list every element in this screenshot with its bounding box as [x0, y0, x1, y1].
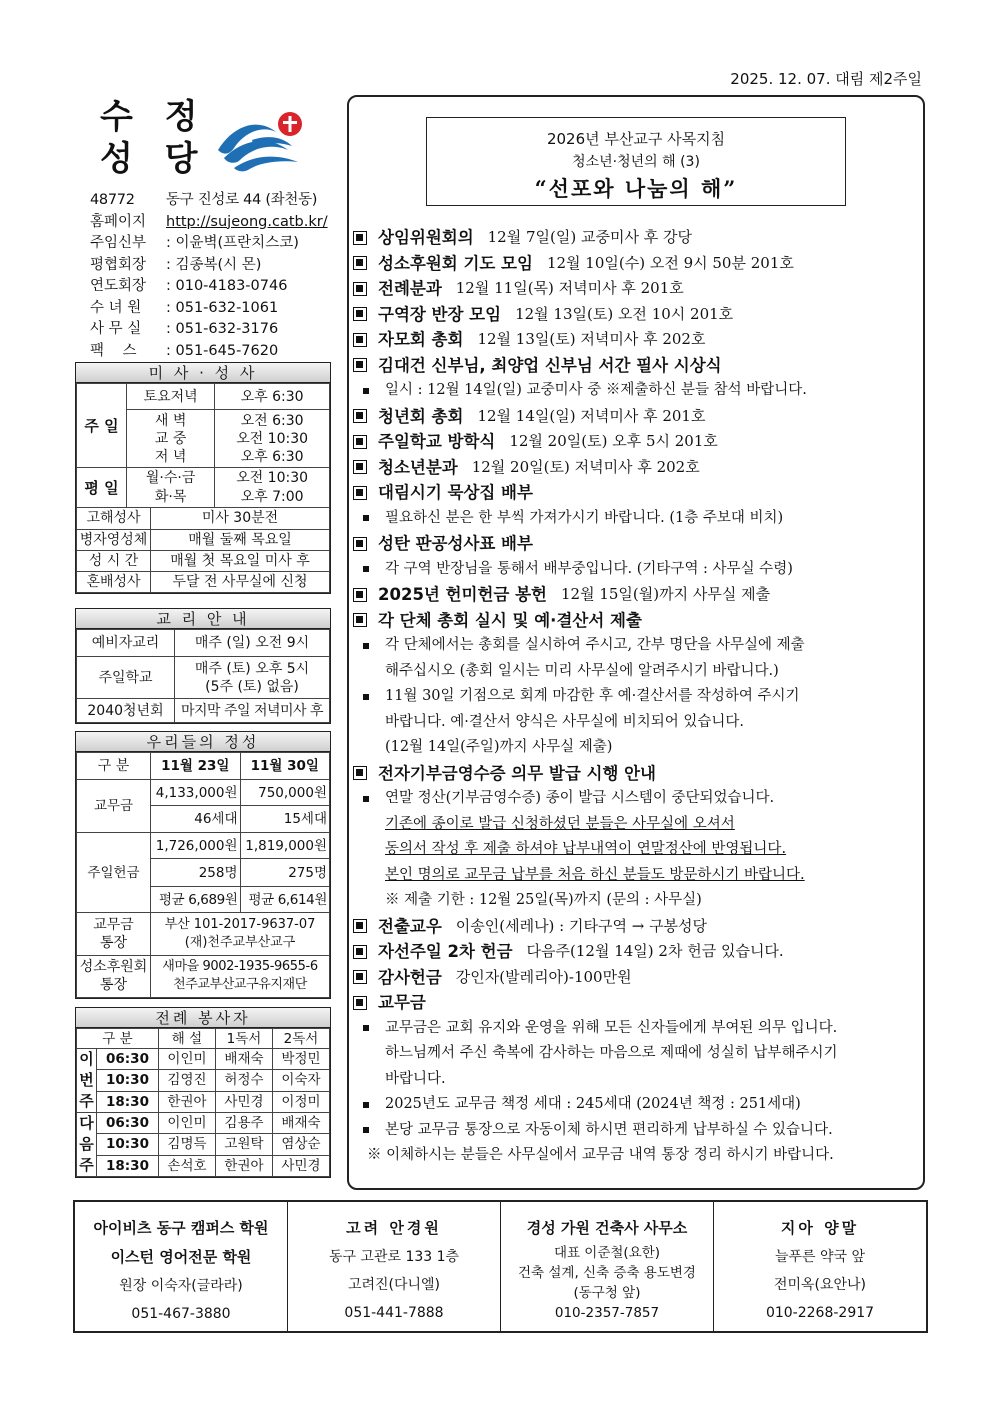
notice-item: 성탄 판공성사표 배부: [353, 531, 921, 557]
bullet-icon: [363, 796, 369, 802]
checkbox-bullet-icon: [353, 486, 367, 500]
notice-item: 청소년분과 12월 20일(토) 저녁미사 후 202호: [353, 455, 921, 481]
checkbox-bullet-icon: [353, 945, 367, 959]
notice-item: 자선주일 2차 헌금 다음주(12월 14일) 2차 헌금 있습니다.: [353, 939, 921, 965]
notice-item: 주일학교 방학식 12월 20일(토) 오후 5시 201호: [353, 429, 921, 455]
homepage-link[interactable]: http://sujeong.catb.kr/: [166, 213, 328, 230]
checkbox-bullet-icon: [353, 409, 367, 423]
notice-detail-cont: 해주십시오 (총회 일시는 미리 사무실에 알려주시기 바랍니다.): [385, 662, 779, 679]
church-logo: [214, 104, 314, 176]
checkbox-bullet-icon: [353, 766, 367, 780]
bullet-icon: [363, 388, 369, 394]
ad-socks: 지아 양말 늘푸른 약국 앞 전미옥(요안나) 010-2268-2917: [765, 1219, 875, 1321]
notice-item: 대림시기 묵상집 배부: [353, 480, 921, 506]
checkbox-bullet-icon: [353, 970, 367, 984]
notice-item: 각 단체 총회 실시 및 예·결산서 제출: [353, 608, 921, 634]
notice-detail: 11월 30일 기점으로 회계 마감한 후 예·결산서를 작성하여 주시기: [353, 684, 921, 710]
checkbox-bullet-icon: [353, 333, 367, 347]
checkbox-bullet-icon: [353, 256, 367, 270]
notice-item: 감사헌금 강인자(발레리아)-100만원: [353, 965, 921, 991]
checkbox-bullet-icon: [353, 231, 367, 245]
sponsor-ads: [73, 1200, 928, 1333]
notice-item: 김대건 신부님, 최양업 신부님 서간 필사 시상식: [353, 353, 921, 379]
checkbox-bullet-icon: [353, 613, 367, 627]
offering-table: 우리들의 정성 구 분 11월 23일 11월 30일 교무금 4,133,000원 750,000원 46세대 15세대 주일헌금 1,726,000원 1,819,000원 258명 275명 평균 6,689원 평균 6,614원 교무금 통장 부산 101-2017-9637-07 (재)천주교부산교구 성소후원회 통장 새마을 9002-1935-9655-6 천주교부산교구유지재단: [75, 731, 331, 999]
checkbox-bullet-icon: [353, 537, 367, 551]
bullet-icon: [363, 1102, 369, 1108]
notice-detail-cont: 바랍니다. 예·결산서 양식은 사무실에 비치되어 있습니다.: [385, 713, 745, 730]
bulletin-date: 2025. 12. 07. 대림 제2주일: [730, 70, 922, 88]
notice-detail: 필요하신 분은 한 부씩 가져가시기 바랍니다. (1층 주보대 비치): [353, 506, 921, 532]
notice-detail: 연말 정산(기부금영수증) 종이 발급 시스템이 중단되었습니다.: [353, 786, 921, 812]
notice-detail: 교무금은 교회 유지와 운영을 위해 모든 신자들에게 부여된 의무 입니다.: [353, 1016, 921, 1042]
checkbox-bullet-icon: [353, 460, 367, 474]
catechism-info: 교 리 안 내 예비자교리 매주 (일) 오전 9시 주일학교 매주 (토) 오후 5시 (5주 (토) 없음) 2040청년회 마지막 주일 저녁미사 후: [75, 608, 331, 724]
notice-detail-note: ※ 이체하시는 분들은 사무실에서 교무금 내역 통장 정리 하시기 바랍니다.: [367, 1147, 834, 1163]
ad-academy: 아이비츠 동구 캠퍼스 학원 이스턴 영어전문 학원 원장 이숙자(글라라) 051-467-3880: [75, 1202, 288, 1331]
notice-item: 구역장 반장 모임 12월 13일(토) 오전 10시 201호: [353, 302, 921, 328]
checkbox-bullet-icon: [353, 588, 367, 602]
notice-detail-cont: 동의서 작성 후 제출 하셔야 납부내역이 연말정산에 반영됩니다.: [385, 841, 787, 857]
liturgy-servers: 전례 봉사자 구 분 해 설 1독서 2독서 이 번 주 06:30 이인미 배재숙 박정민 10:30 김영진 허정수 이숙자 18:30 한권아 사민경 이정미 다 음 주 06:30 이인미 김용주 배재숙 10:30 김명득 고원탁 염상순 18:30 손석호 한권아 사민경: [75, 1007, 331, 1178]
notice-detail-cont: 하느님께서 주신 축복에 감사하는 마음으로 제때에 성실히 납부해주시기: [385, 1045, 838, 1061]
notice-item: 전출교우 이송인(세레나) : 기타구역 → 구봉성당: [353, 914, 921, 940]
servers-title: 전례 봉사자: [76, 1008, 330, 1028]
notice-detail: 각 구역 반장님을 통해서 배부중입니다. (기타구역 : 사무실 수령): [353, 557, 921, 583]
bullet-icon: [363, 566, 369, 572]
notice-item: 자모회 총회 12월 13일(토) 저녁미사 후 202호: [353, 327, 921, 353]
notice-detail-cont: ※ 제출 기한 : 12월 25일(목)까지 (문의 : 사무실): [385, 892, 702, 908]
notice-item: 전례분과 12월 11일(목) 저녁미사 후 201호: [353, 276, 921, 302]
notice-detail-cont: 본인 명의로 교무금 납부를 처음 하신 분들도 방문하시기 바랍니다.: [385, 866, 805, 883]
bullet-icon: [363, 643, 369, 649]
checkbox-bullet-icon: [353, 282, 367, 296]
bullet-icon: [363, 1127, 369, 1133]
notice-item: 교무금: [353, 990, 921, 1016]
notice-detail: 각 단체에서는 총회를 실시하여 주시고, 간부 명단을 사무실에 제출: [353, 633, 921, 659]
notice-detail: 본당 교무금 통장으로 자동이체 하시면 편리하게 납부하실 수 있습니다.: [353, 1118, 921, 1144]
notice-item: 2025년 헌미헌금 봉헌 12월 15일(월)까지 사무실 제출: [353, 582, 921, 608]
bullet-icon: [363, 515, 369, 521]
mass-schedule-title: 미 사 · 성 사: [76, 363, 330, 383]
notice-item: 전자기부금영수증 의무 발급 시행 안내: [353, 761, 921, 787]
ad-optician: 고려 안경원 동구 고관로 133 1층 고려진(다니엘) 051-441-7888: [288, 1202, 501, 1331]
bullet-icon: [363, 1025, 369, 1031]
notice-detail-cont: 기존에 종이로 발급 신청하셨던 분들은 사무실에 오셔서: [385, 815, 735, 832]
checkbox-bullet-icon: [353, 307, 367, 321]
notice-detail: 일시 : 12월 14일(일) 교중미사 중 ※제출하신 분들 참석 바랍니다.: [353, 378, 921, 404]
notice-item: 성소후원회 기도 모임 12월 10일(수) 오전 9시 50분 201호: [353, 251, 921, 277]
notice-item: 청년회 총회 12월 14일(일) 저녁미사 후 201호: [353, 404, 921, 430]
pastoral-guideline: 2026년 부산교구 사목지침 청소년·청년의 해 (3) “선포와 나눔의 해”: [426, 117, 846, 206]
checkbox-bullet-icon: [353, 996, 367, 1010]
ad-architect: 경성 가원 건축사 사무소 대표 이준철(요한) 건축 설계, 신축 증축 용도변경 (동구청 앞) 010-2357-7857: [501, 1202, 714, 1331]
notice-detail-cont: 바랍니다.: [385, 1070, 446, 1087]
notice-detail-cont: (12월 14일(주일)까지 사무실 제출): [385, 739, 613, 755]
checkbox-bullet-icon: [353, 919, 367, 933]
checkbox-bullet-icon: [353, 435, 367, 449]
notice-detail: 2025년도 교무금 책정 세대 : 245세대 (2024년 책정 : 251세대): [353, 1092, 921, 1118]
mass-schedule: 미 사 · 성 사 주 일 토요저녁 오후 6:30 새 벽 교 중 저 녁 오전 6:30 오전 10:30 오후 6:30 평 일 월·수·금 화·목 오전 10:30 오후 7:00 고해성사 미사 30분전 병자영성체 매월 둘째 목요일 성 시 간 매월 첫 목요일 미사 후 혼배성사 두달 전 사무실에 신청: [75, 362, 331, 594]
offering-title: 우리들의 정성: [76, 732, 330, 752]
notice-item: 상임위원회의 12월 7일(일) 교중미사 후 강당: [353, 225, 921, 251]
church-name: 수 정 성 당: [100, 97, 208, 179]
church-info: 48772 동구 진성로 44 (좌천동) 홈페이지 http://sujeong.catb.kr/ 주임신부 : 이윤벽(프란치스코) 평협회장 : 김종복(시 몬) 연도회장 : 010-4183-0746 수 녀 원 : 051-632-1061 사 무 실 : 051-632-3176 팩 스 : 051-645-7620: [90, 192, 328, 359]
notice-list: [353, 225, 921, 1169]
checkbox-bullet-icon: [353, 358, 367, 372]
catechism-title: 교 리 안 내: [76, 609, 330, 629]
bullet-icon: [363, 694, 369, 700]
